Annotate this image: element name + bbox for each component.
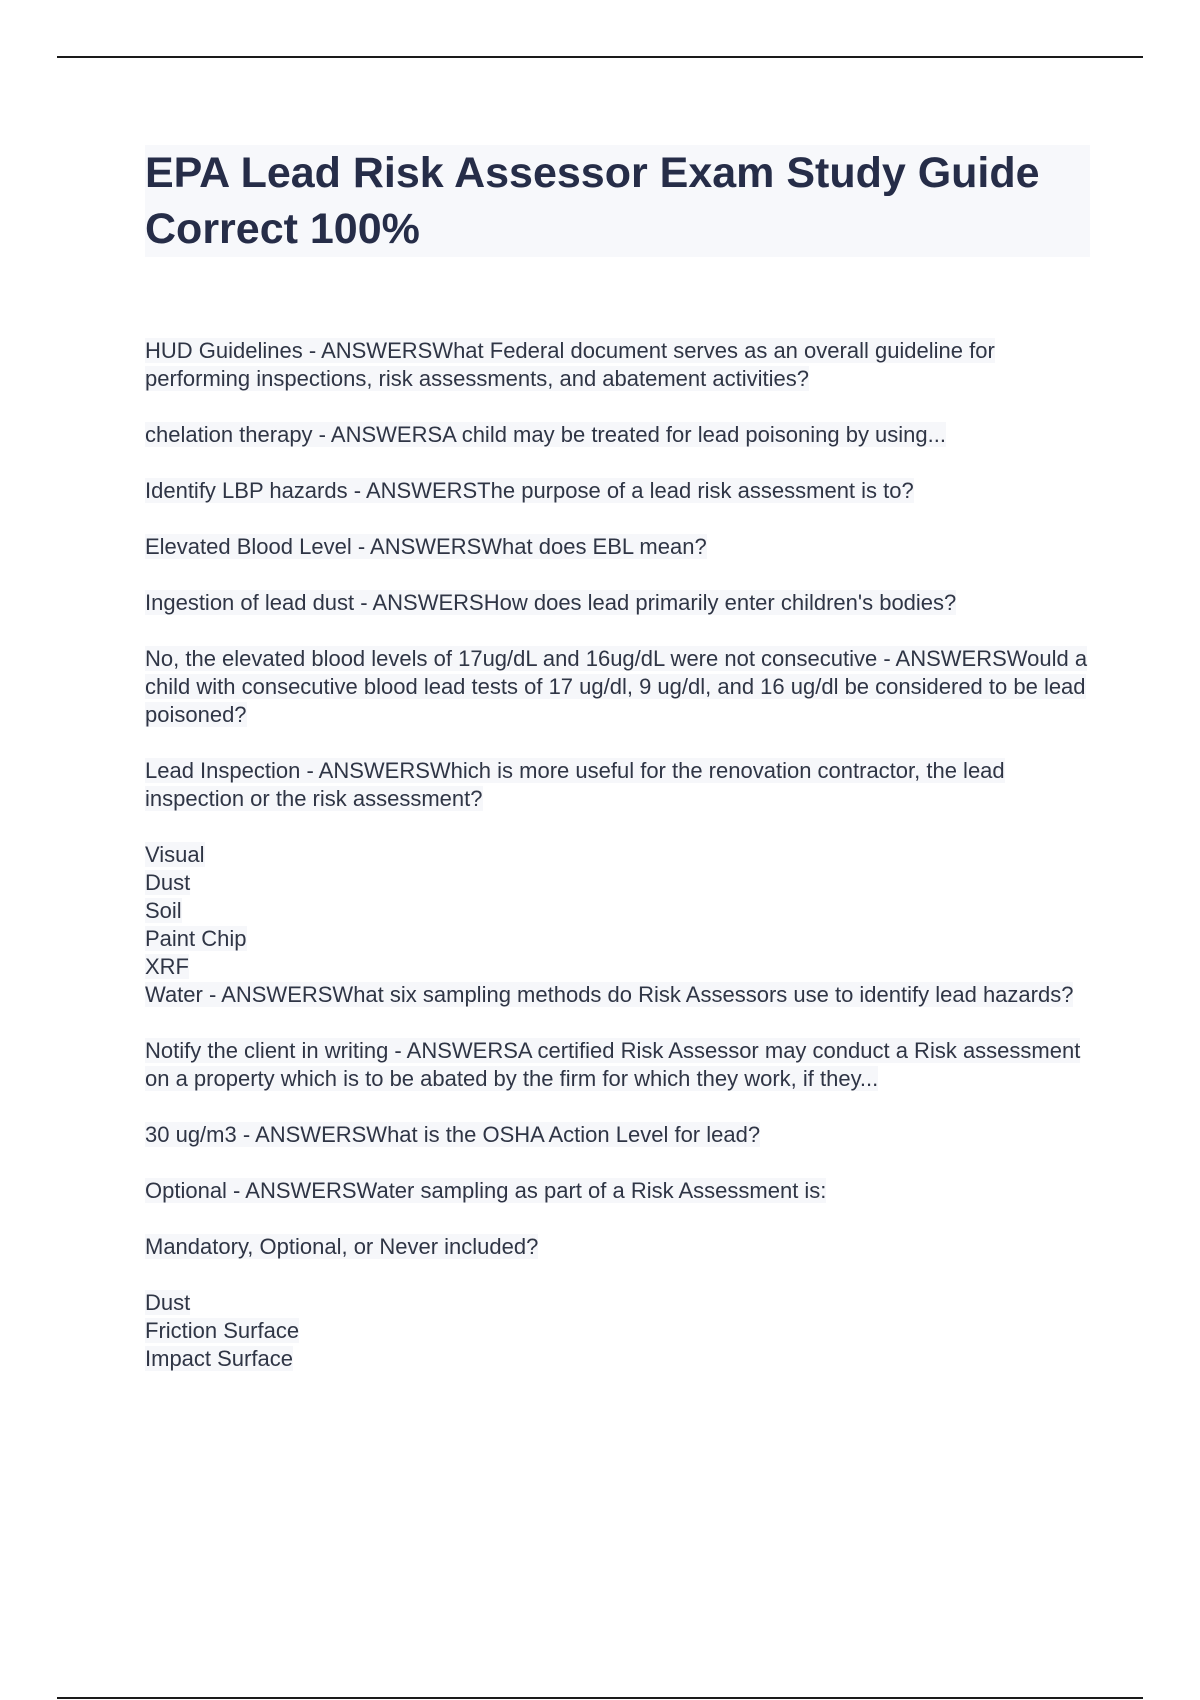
qa-entry-mandatory-optional bbox=[145, 1233, 1095, 1261]
title-block bbox=[145, 145, 1090, 257]
qa-text: Notify the client in writing - ANSWERSA certified Risk Assessor may conduct a Risk assessment on a property which is to be abated by the firm for which they work, if they... bbox=[145, 1038, 1081, 1091]
list-line: Visual bbox=[145, 842, 205, 867]
qa-entry-consecutive-blood-levels bbox=[145, 645, 1095, 729]
qa-text: Identify LBP hazards - ANSWERSThe purpose of a lead risk assessment is to? bbox=[145, 478, 914, 503]
study-guide-content bbox=[145, 337, 1095, 1401]
page-title: EPA Lead Risk Assessor Exam Study Guide Correct 100% bbox=[145, 149, 1040, 253]
qa-entry-lead-inspection bbox=[145, 757, 1095, 813]
top-rule bbox=[57, 56, 1143, 58]
qa-text: HUD Guidelines - ANSWERSWhat Federal document serves as an overall guideline for performing inspections, risk assessments, and abatement activities? bbox=[145, 338, 995, 391]
qa-text: Elevated Blood Level - ANSWERSWhat does EBL mean? bbox=[145, 534, 707, 559]
list-line: Friction Surface bbox=[145, 1318, 300, 1343]
qa-text: Mandatory, Optional, or Never included? bbox=[145, 1234, 539, 1259]
qa-text: Optional - ANSWERSWater sampling as part of a Risk Assessment is: bbox=[145, 1178, 827, 1203]
list-line: Dust bbox=[145, 870, 191, 895]
qa-text: Water - ANSWERSWhat six sampling methods do Risk Assessors use to identify lead hazards? bbox=[145, 982, 1074, 1007]
qa-text: 30 ug/m3 - ANSWERSWhat is the OSHA Action Level for lead? bbox=[145, 1122, 761, 1147]
list-line: Paint Chip bbox=[145, 926, 247, 951]
bottom-rule bbox=[57, 1697, 1143, 1699]
qa-entry-ingestion-of-lead-dust bbox=[145, 589, 1095, 617]
qa-entry-sampling-methods bbox=[145, 841, 1095, 1009]
list-line: XRF bbox=[145, 954, 189, 979]
qa-entry-osha-action-level bbox=[145, 1121, 1095, 1149]
qa-entry-elevated-blood-level bbox=[145, 533, 1095, 561]
qa-entry-hud-guidelines bbox=[145, 337, 1095, 393]
qa-text: No, the elevated blood levels of 17ug/dL and 16ug/dL were not consecutive - ANSWERSWould a child with consecutive blood lead tests of 17 ug/dl, 9 ug/dl, and 16 ug/dl be considered to be lead poisoned? bbox=[145, 646, 1088, 727]
qa-entry-dust-surfaces bbox=[145, 1289, 1095, 1373]
qa-text: Ingestion of lead dust - ANSWERSHow does lead primarily enter children's bodies? bbox=[145, 590, 957, 615]
qa-entry-water-sampling bbox=[145, 1177, 1095, 1205]
list-line: Dust bbox=[145, 1290, 191, 1315]
qa-entry-notify-client bbox=[145, 1037, 1095, 1093]
qa-entry-identify-lbp-hazards bbox=[145, 477, 1095, 505]
list-line: Impact Surface bbox=[145, 1346, 293, 1371]
list-line: Soil bbox=[145, 898, 182, 923]
qa-entry-chelation-therapy bbox=[145, 421, 1095, 449]
qa-text: Lead Inspection - ANSWERSWhich is more useful for the renovation contractor, the lead inspection or the risk assessment? bbox=[145, 758, 1005, 811]
qa-text: chelation therapy - ANSWERSA child may be treated for lead poisoning by using... bbox=[145, 422, 946, 447]
